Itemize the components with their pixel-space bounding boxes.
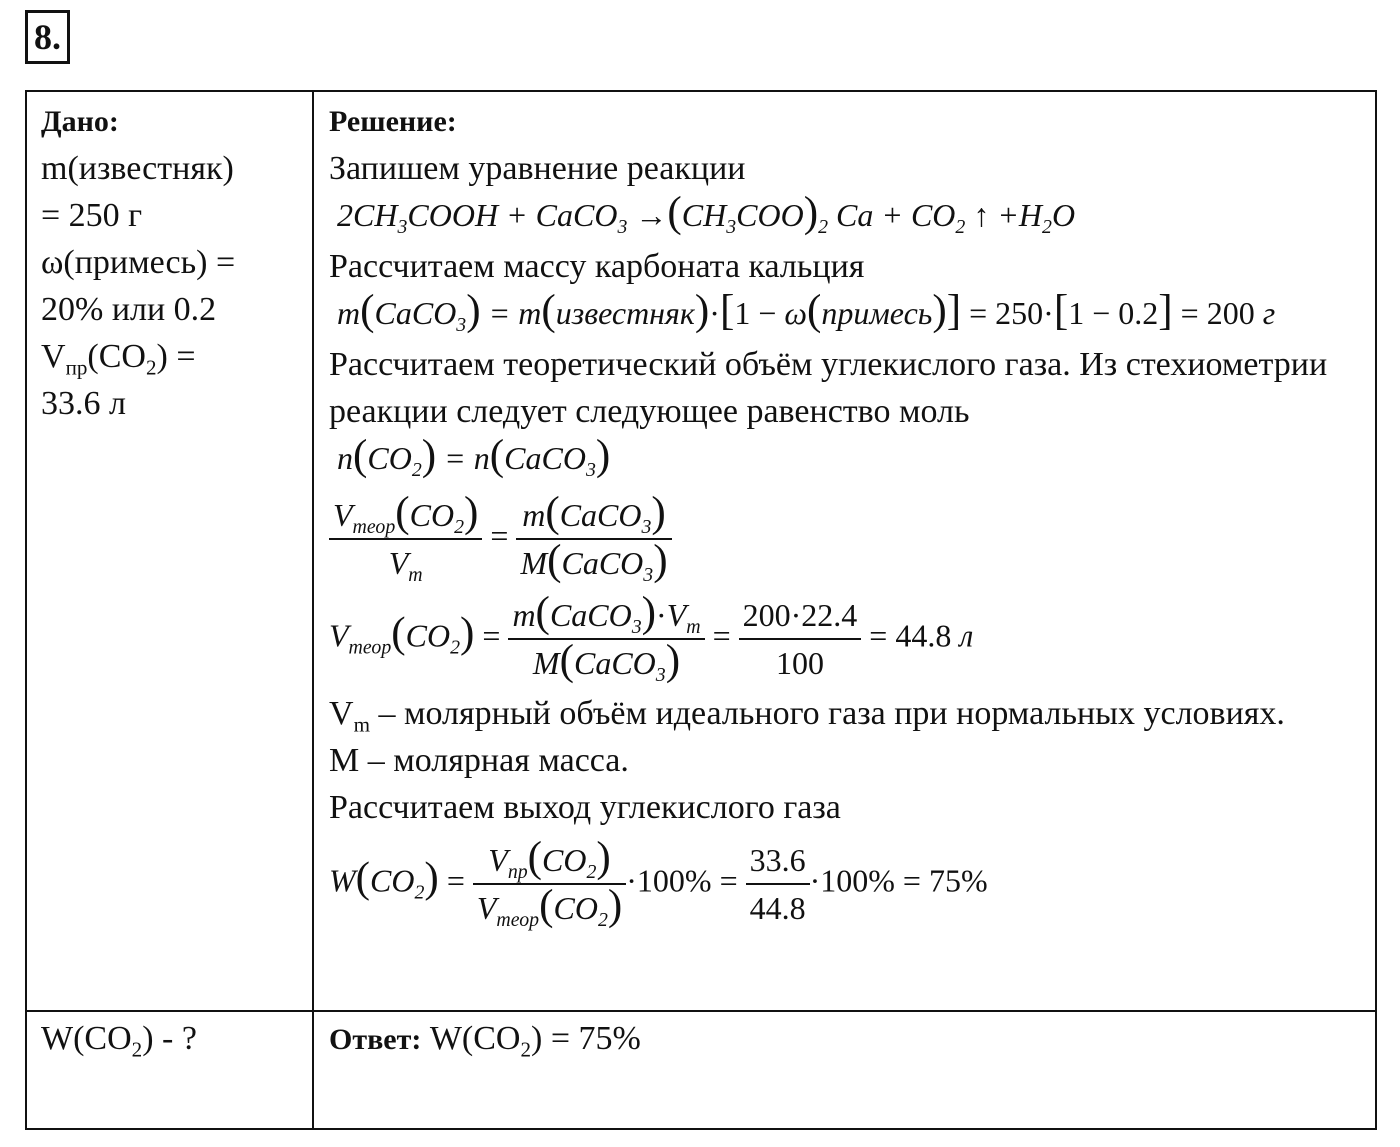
text-write-equation: Запишем уравнение реакции <box>329 150 746 187</box>
mole-equality: $n(CO_2)$ = n(CaCO$_3$) <box>329 432 611 481</box>
vm-text: – молярный объём идеального газа при нормальных условиях. <box>369 695 1285 732</box>
row-divider <box>27 1010 1375 1012</box>
answer-line <box>329 1020 641 1062</box>
given-section <box>41 98 303 427</box>
given-volume-line <box>41 333 303 380</box>
mass-equation: m(CaCO$_3$) = m(известняк)·[1 − ω(примесь)] = 250·[1 − 0.2] = 200 г <box>329 287 1276 336</box>
fraction: $\frac{m(CaCO_3)}{M(CaCO_3)}$ <box>516 492 671 586</box>
find-pre: W(CO <box>41 1020 132 1057</box>
answer-pre: W(CO <box>421 1020 521 1057</box>
volume-equation: $V_{теор}(CO_2)$ = $\frac{m(CaCO_3)\cdot V_m}{M(CaCO_3)}$ = $\frac{200\cdot 22.4}{100}$ = 44.8 л <box>329 589 974 686</box>
fraction: $\frac{V_{теор}(CO_2)}{V_m}$ <box>329 492 482 586</box>
task-number: 8. <box>25 10 70 64</box>
vm-definition <box>329 690 1369 737</box>
fraction: $\frac{V_{пр}(CO_2)}{V_{теор}(CO_2)}$ <box>473 837 626 931</box>
given-line: m(известняк) <box>41 150 234 187</box>
given-label: Дано: <box>41 105 119 138</box>
text-calc-mass: Рассчитаем массу карбоната кальция <box>329 248 865 285</box>
v-end: ) = <box>156 338 196 375</box>
find-sub: 2 <box>131 1037 143 1062</box>
reaction-equation: $2CH_3COOH$ + CaCO$_3$ $\to(CH_3COO)_2$ $Ca + CO_2$ ↑ $+H_2O$ <box>329 189 1076 238</box>
find-line <box>41 1020 197 1062</box>
m-definition: M – молярная масса. <box>329 742 629 779</box>
text-calc-yield: Рассчитаем выход углекислого газа <box>329 789 841 826</box>
v-letter: V <box>41 338 66 375</box>
v-formula: (CO <box>87 338 146 375</box>
text-calc-volume: Рассчитаем теоретический объём углекислого газа. Из стехиометрии реакции следует следующее равенство моль <box>329 346 1328 430</box>
vm-subscript: m <box>353 712 370 737</box>
yield-equation: $W(CO_2)$ = $\frac{V_{пр}(CO_2)}{V_{теор}(CO_2)}$ ·100% = $\frac{33.6}{44.8}$ ·100% = 75% <box>329 834 988 931</box>
vm-letter: V <box>329 695 354 732</box>
v-subscript: пр <box>65 355 88 380</box>
solution-label: Решение: <box>329 105 457 138</box>
solution-section <box>329 98 1369 931</box>
find-post: ) - ? <box>142 1020 197 1057</box>
answer-post: ) = 75% <box>531 1020 641 1057</box>
fraction: $\frac{m(CaCO_3)\cdot V_m}{M(CaCO_3)}$ <box>508 592 704 686</box>
proportion-equation: $\frac{V_{теор}(CO_2)}{V_m}$ = $\frac{m(CaCO_3)}{M(CaCO_3)}$ <box>329 492 1369 586</box>
solution-table <box>25 90 1377 1130</box>
answer-label: Ответ: <box>329 1023 422 1056</box>
answer-sub: 2 <box>520 1037 532 1062</box>
fraction: $\frac{33.6}{44.8}$ <box>746 837 810 931</box>
fraction: $\frac{200\cdot 22.4}{100}$ <box>739 592 862 686</box>
given-line: 33.6 л <box>41 385 126 422</box>
given-line: = 250 г <box>41 197 143 234</box>
v-subscript2: 2 <box>145 355 157 380</box>
given-line: ω(примесь) = <box>41 244 236 281</box>
given-line: 20% или 0.2 <box>41 291 217 328</box>
column-divider <box>312 92 314 1128</box>
